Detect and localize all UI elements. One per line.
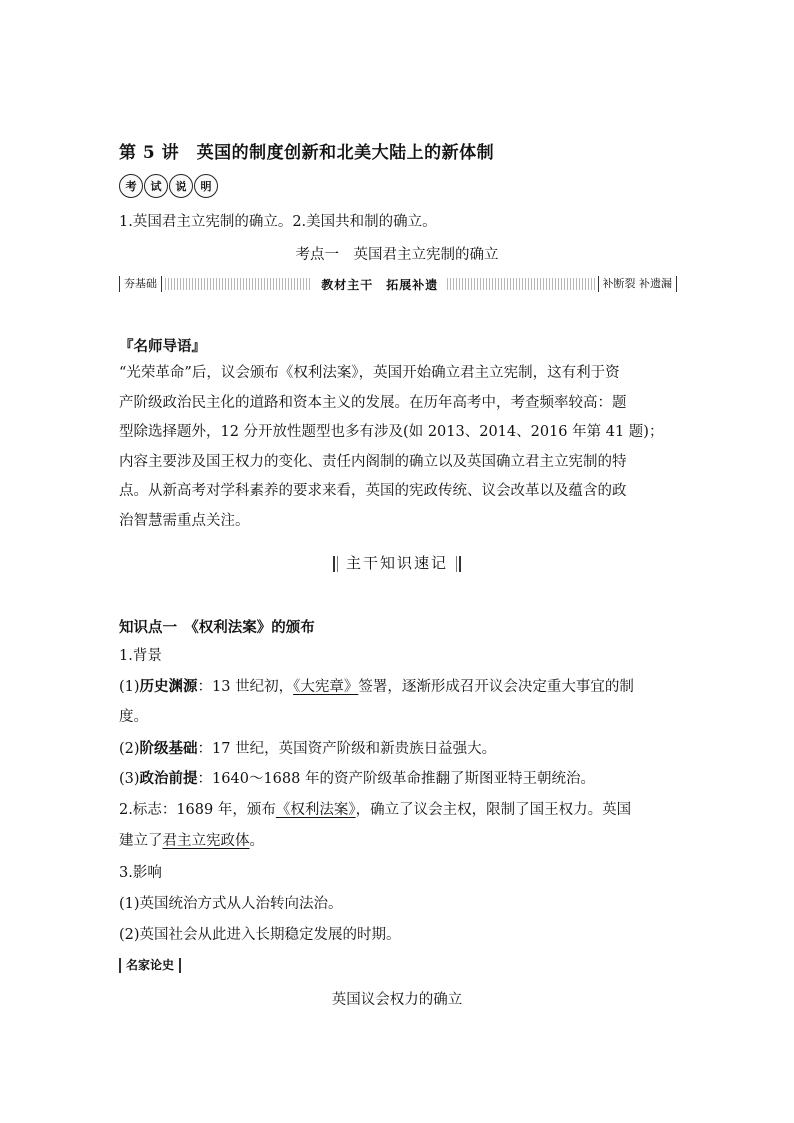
underlined-magna-carta: 《大宪章》 [293, 679, 359, 695]
teacher-guide-label: 『名师导语』 [119, 338, 206, 355]
band-left-label: 夯基础 [119, 276, 162, 292]
band-middle-label: 教材主干 拓展补遗 [315, 276, 444, 293]
paragraph-line: 治智慧需重点关注。 [119, 512, 250, 529]
badge-char: 明 [194, 174, 218, 198]
scholar-tag: 名家论史 [119, 958, 181, 973]
paragraph-line: 型除选择题外，12 分开放性题型也多有涉及(如 2013、2014、2016 年第 41 题)； [119, 424, 664, 441]
content-line: 2.标志：1689 年，颁布《权利法案》，确立了议会主权，限制了国王权力。英国 [119, 802, 632, 818]
content-line: (1)历史渊源：13 世纪初，《大宪章》签署，逐渐形成召开议会决定重大事宜的制 [119, 679, 634, 695]
background-heading: 1.背景 [119, 648, 162, 664]
exam-description-badge [119, 174, 219, 198]
band-right-label: 补断裂 补遗漏 [598, 276, 678, 292]
subheading: 英国议会权力的确立 [331, 992, 463, 1008]
content-line: (3)政治前提：1640～1688 年的资产阶级革命推翻了斯图亚特王朝统治。 [119, 771, 595, 787]
paragraph-line: “光荣革命”后，议会颁布《权利法案》，英国开始确立君主立宪制，这有利于资 [119, 365, 620, 381]
underlined-bill-of-rights: 《权利法案》 [275, 802, 356, 818]
term-historical-origin: 历史渊源 [139, 679, 198, 695]
band-divider [165, 278, 312, 290]
paragraph-line: 内容主要涉及国王权力的变化、责任内阁制的确立以及英国确立君主立宪制的特 [119, 453, 627, 470]
content-line: 建立了君主立宪政体。 [119, 833, 264, 849]
teacher-guide-paragraph [119, 359, 679, 537]
lesson-title: 第 5 讲 英国的制度创新和北美大陆上的新体制 [119, 143, 495, 163]
impact-heading: 3.影响 [119, 865, 162, 881]
section-band [119, 275, 677, 293]
term-political-premise: 政治前提 [139, 771, 198, 787]
content-line: 度。 [119, 709, 148, 725]
badge-char: 说 [169, 174, 193, 198]
badge-char: 试 [144, 174, 168, 198]
exam-description-text: 1.英国君主立宪制的确立。2.美国共和制的确立。 [119, 214, 437, 230]
box-title-text: 主干知识速记 [345, 554, 448, 572]
section-heading: 考点一 英国君主立宪制的确立 [295, 247, 499, 263]
knowledge-point-heading: 知识点一 《权利法案》的颁布 [119, 620, 315, 636]
paragraph-line: 产阶级政治民主化的道路和资本主义的发展。在历年高考中，考查频率较高：题 [119, 394, 627, 411]
badge-char: 考 [119, 174, 143, 198]
band-divider [447, 278, 594, 290]
content-line: (2)英国社会从此进入长期稳定发展的时期。 [119, 927, 401, 943]
content-line: (2)阶级基础：17 世纪，英国资产阶级和新贵族日益强大。 [119, 741, 497, 757]
box-title [0, 552, 794, 573]
underlined-constitutional-monarchy: 君主立宪政体 [162, 833, 250, 849]
paragraph-line: 点。从新高考对学科素养的要求来看，英国的宪政传统、议会改革以及蕴含的政 [119, 483, 627, 500]
content-line: (1)英国统治方式从人治转向法治。 [119, 896, 343, 912]
term-class-basis: 阶级基础 [139, 741, 198, 757]
